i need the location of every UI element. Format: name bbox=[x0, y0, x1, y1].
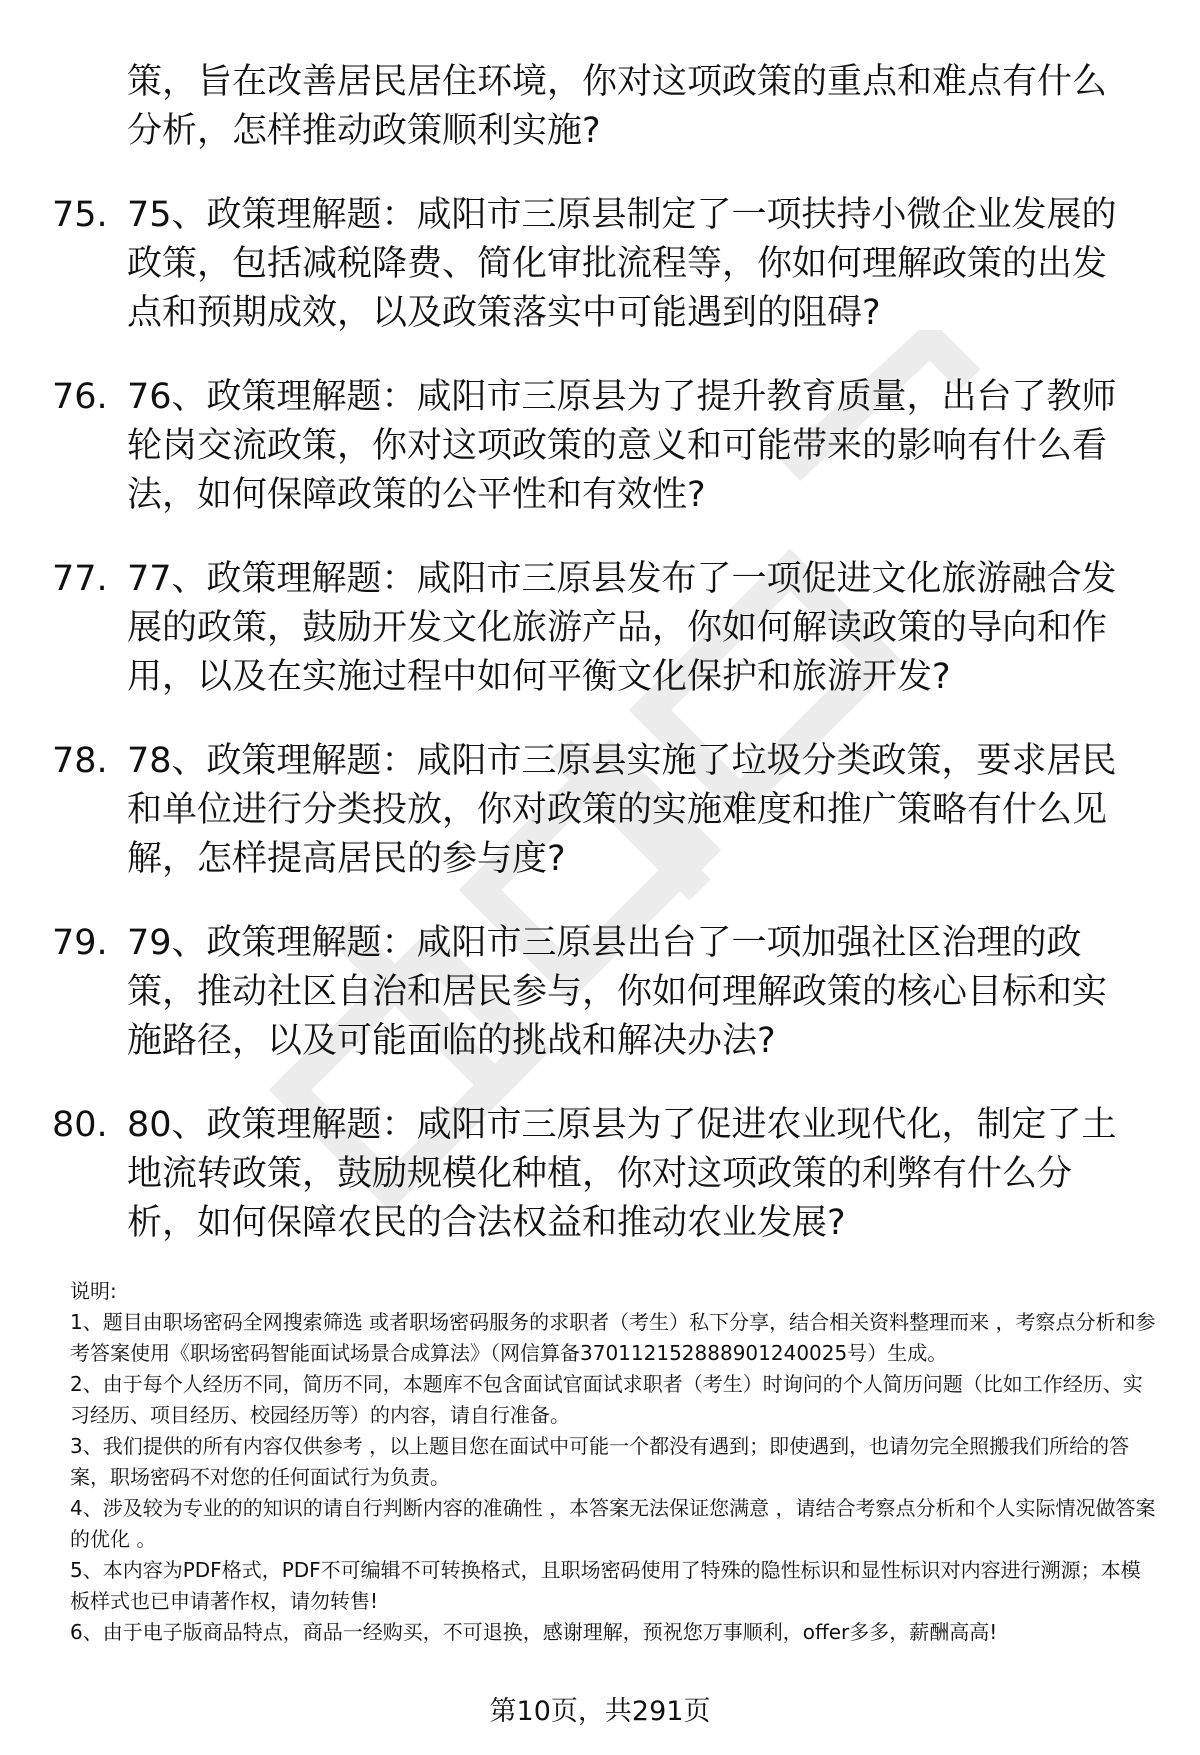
question-number: 80. bbox=[52, 1105, 108, 1145]
question-text: 77、政策理解题：咸阳市三原县发布了一项促进文化旅游融合发展的政策，鼓励开发文化旅游产品，你如何解读政策的导向和作用，以及在实施过程中如何平衡文化保护和旅游开发? bbox=[127, 559, 1117, 697]
question-text: 75、政策理解题：咸阳市三原县制定了一项扶持小微企业发展的政策，包括减税降费、简化审批流程等，你如何理解政策的出发点和预期成效，以及政策落实中可能遇到的阻碍? bbox=[127, 195, 1117, 333]
question-number: 78. bbox=[52, 741, 108, 781]
continued-question-text: 策，旨在改善居民居住环境，你对这项政策的重点和难点有什么分析，怎样推动政策顺利实施? bbox=[127, 62, 1108, 151]
question-item bbox=[0, 919, 1200, 1066]
note-item: 5、本内容为PDF格式，PDF不可编辑不可转换格式，且职场密码使用了特殊的隐性标识和显性标识对内容进行溯源；本模板样式也已申请著作权，请勿转售! bbox=[70, 1558, 1141, 1613]
question-item bbox=[0, 1101, 1200, 1248]
question-item bbox=[0, 737, 1200, 884]
note-item: 6、由于电子版商品特点，商品一经购买，不可退换，感谢理解，预祝您万事顺利，offer多多，薪酬高高! bbox=[70, 1620, 998, 1644]
notes-heading: 说明: bbox=[70, 1279, 117, 1303]
question-text: 78、政策理解题：咸阳市三原县实施了垃圾分类政策，要求居民和单位进行分类投放，你对政策的实施难度和推广策略有什么见解，怎样提高居民的参与度? bbox=[127, 741, 1117, 879]
note-item: 1、题目由职场密码全网搜索筛选 或者职场密码服务的求职者（考生）私下分享，结合相关资料整理而来 ，考察点分析和参考答案使用《职场密码智能面试场景合成算法》（网信算备370112152888901240025号）生成。 bbox=[70, 1310, 1156, 1365]
continued-question bbox=[0, 58, 1200, 156]
note-item: 2、由于每个人经历不同，简历不同，本题库不包含面试官面试求职者（考生）时询问的个人简历问题（比如工作经历、实习经历、项目经历、校园经历等）的内容，请自行准备。 bbox=[70, 1372, 1143, 1427]
question-item bbox=[0, 191, 1200, 338]
note-item: 4、涉及较为专业的的知识的请自行判断内容的准确性 ，本答案无法保证您满意 ，请结合考察点分析和个人实际情况做答案的优化 。 bbox=[70, 1496, 1156, 1551]
question-list bbox=[0, 58, 1200, 1283]
question-text: 79、政策理解题：咸阳市三原县出台了一项加强社区治理的政策，推动社区自治和居民参与，你如何理解政策的核心目标和实施路径，以及可能面临的挑战和解决办法? bbox=[127, 923, 1108, 1061]
notes-section bbox=[70, 1276, 1160, 1648]
question-text: 80、政策理解题：咸阳市三原县为了促进农业现代化，制定了土地流转政策，鼓励规模化种植，你对这项政策的利弊有什么分析，如何保障农民的合法权益和推动农业发展? bbox=[127, 1105, 1117, 1243]
question-item bbox=[0, 373, 1200, 520]
question-number: 76. bbox=[52, 377, 108, 417]
question-item bbox=[0, 555, 1200, 702]
question-number: 79. bbox=[52, 923, 108, 963]
question-number: 75. bbox=[52, 195, 108, 235]
question-text: 76、政策理解题：咸阳市三原县为了提升教育质量，出台了教师轮岗交流政策，你对这项政策的意义和可能带来的影响有什么看法，如何保障政策的公平性和有效性? bbox=[127, 377, 1117, 515]
question-number: 77. bbox=[52, 559, 108, 599]
note-item: 3、我们提供的所有内容仅供参考 ，以上题目您在面试中可能一个都没有遇到；即使遇到，也请勿完全照搬我们所给的答案，职场密码不对您的任何面试行为负责。 bbox=[70, 1434, 1130, 1489]
page-footer: 第10页，共291页 bbox=[489, 1696, 711, 1727]
